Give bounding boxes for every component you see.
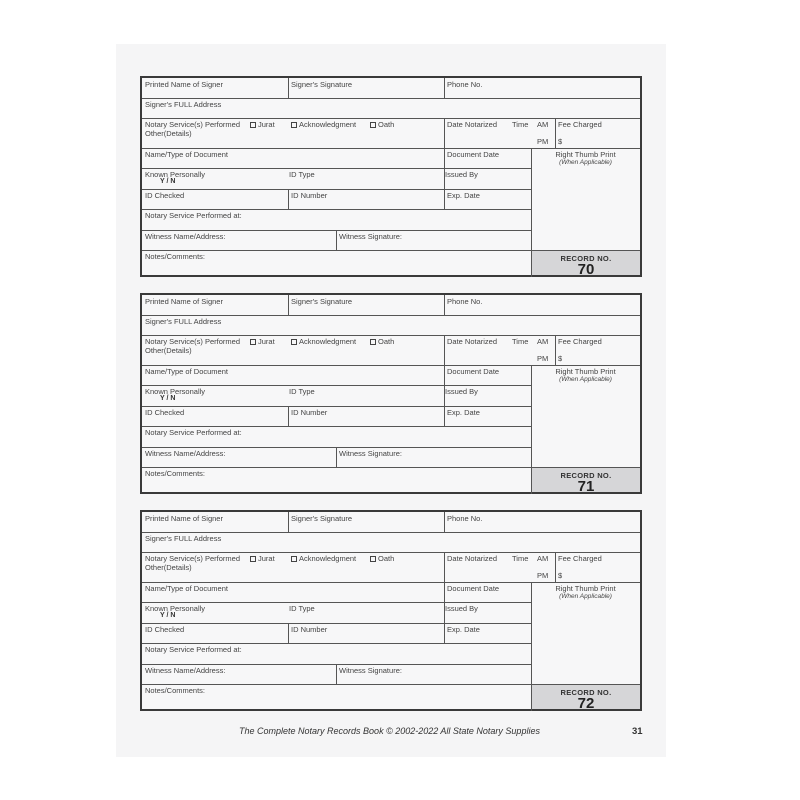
witness-signature-label: Witness Signature: xyxy=(339,666,402,675)
signature-label: Signer's Signature xyxy=(291,297,353,306)
known-personally-label: Known Personally xyxy=(145,387,206,396)
exp-date-label: Exp. Date xyxy=(447,408,480,417)
witness-signature-label: Witness Signature: xyxy=(339,449,402,458)
notes-label: Notes/Comments: xyxy=(145,686,206,695)
thumb-note: (When Applicable) xyxy=(559,593,612,600)
document-name-field[interactable] xyxy=(142,148,444,168)
performed-at-label: Notary Service Performed at: xyxy=(145,645,242,654)
witness-signature-field[interactable] xyxy=(336,664,531,684)
services-label: Notary Service(s) Performed xyxy=(145,337,241,346)
signature-label: Signer's Signature xyxy=(291,514,353,523)
pm-option[interactable]: PM xyxy=(537,571,549,580)
record-label: RECORD NO. xyxy=(560,471,612,480)
document-name-label: Name/Type of Document xyxy=(145,584,228,593)
checkbox-icon xyxy=(291,122,297,128)
id-number-label: ID Number xyxy=(291,408,328,417)
notes-field[interactable] xyxy=(142,467,531,494)
oath-label: Oath xyxy=(378,554,395,563)
checkbox-icon xyxy=(370,556,376,562)
document-date-label: Document Date xyxy=(447,150,500,159)
id-checked-label: ID Checked xyxy=(145,625,185,634)
id-type-label: ID Type xyxy=(289,170,315,179)
yes-no-option[interactable]: Y / N xyxy=(160,612,176,619)
witness-name-label: Witness Name/Address: xyxy=(145,232,226,241)
date-notarized-field[interactable] xyxy=(444,552,555,582)
am-option[interactable]: AM xyxy=(537,337,549,346)
jurat-label: Jurat xyxy=(258,337,275,346)
printed-name-label: Printed Name of Signer xyxy=(145,80,223,89)
document-date-field[interactable] xyxy=(444,365,531,385)
phone-label: Phone No. xyxy=(447,514,483,523)
exp-date-field[interactable] xyxy=(444,189,531,209)
issued-by-field[interactable] xyxy=(442,385,531,406)
time-label: Time xyxy=(512,337,529,346)
notes-field[interactable] xyxy=(142,250,531,277)
known-personally-label: Known Personally xyxy=(145,170,206,179)
record-number: 71 xyxy=(577,478,595,495)
witness-signature-field[interactable] xyxy=(336,230,531,250)
fee-label: Fee Charged xyxy=(558,337,602,346)
full-address-field[interactable] xyxy=(142,315,640,335)
footer-title: The Complete Notary Records Book © 2002-2022 All State Notary Supplies xyxy=(239,726,540,736)
services-field[interactable] xyxy=(142,552,444,582)
checkbox-icon xyxy=(370,122,376,128)
witness-name-field[interactable] xyxy=(142,230,336,250)
oath-label: Oath xyxy=(378,120,395,129)
phone-field[interactable] xyxy=(444,512,640,532)
other-details-label: Other(Details) xyxy=(145,346,192,355)
record-number: 72 xyxy=(577,695,595,712)
yes-no-option[interactable]: Y / N xyxy=(160,178,176,185)
id-type-label: ID Type xyxy=(289,604,315,613)
acknowledgment-label: Acknowledgment xyxy=(299,120,357,129)
dollar-sign: $ xyxy=(558,137,563,146)
known-personally-field[interactable] xyxy=(142,168,288,189)
witness-signature-field[interactable] xyxy=(336,447,531,467)
witness-name-label: Witness Name/Address: xyxy=(145,666,226,675)
thumb-note: (When Applicable) xyxy=(559,376,612,383)
full-address-label: Signer's FULL Address xyxy=(145,100,222,109)
performed-at-field[interactable] xyxy=(142,426,531,447)
performed-at-field[interactable] xyxy=(142,209,531,230)
performed-at-label: Notary Service Performed at: xyxy=(145,428,242,437)
signature-field[interactable] xyxy=(288,512,444,532)
notary-record-72 xyxy=(140,510,642,711)
time-label: Time xyxy=(512,554,529,563)
id-number-field[interactable] xyxy=(288,406,444,426)
id-checked-label: ID Checked xyxy=(145,191,185,200)
phone-field[interactable] xyxy=(444,295,640,315)
dollar-sign: $ xyxy=(558,571,563,580)
record-number-box xyxy=(532,251,640,278)
performed-at-label: Notary Service Performed at: xyxy=(145,211,242,220)
other-details-label: Other(Details) xyxy=(145,563,192,572)
thumb-print-label: Right Thumb Print xyxy=(555,367,616,376)
id-checked-field[interactable] xyxy=(142,406,288,426)
known-personally-field[interactable] xyxy=(142,602,288,623)
signature-field[interactable] xyxy=(288,78,444,98)
services-field[interactable] xyxy=(142,118,444,148)
thumb-print-area[interactable] xyxy=(531,584,640,600)
exp-date-label: Exp. Date xyxy=(447,191,480,200)
id-type-field[interactable] xyxy=(286,602,444,623)
document-date-field[interactable] xyxy=(444,582,531,602)
oath-checkbox[interactable] xyxy=(370,337,394,346)
date-notarized-label: Date Notarized xyxy=(447,337,498,346)
thumb-print-label: Right Thumb Print xyxy=(555,584,616,593)
id-number-label: ID Number xyxy=(291,191,328,200)
performed-at-field[interactable] xyxy=(142,643,531,664)
thumb-print-label: Right Thumb Print xyxy=(555,150,616,159)
page-number: 31 xyxy=(632,726,643,737)
acknowledgment-label: Acknowledgment xyxy=(299,337,357,346)
full-address-field[interactable] xyxy=(142,98,640,118)
witness-name-label: Witness Name/Address: xyxy=(145,449,226,458)
services-label: Notary Service(s) Performed xyxy=(145,554,241,563)
pm-option[interactable]: PM xyxy=(537,137,549,146)
acknowledgment-checkbox[interactable] xyxy=(291,120,356,129)
exp-date-label: Exp. Date xyxy=(447,625,480,634)
oath-checkbox[interactable] xyxy=(370,554,394,563)
document-name-field[interactable] xyxy=(142,582,444,602)
id-number-label: ID Number xyxy=(291,625,328,634)
fee-field[interactable] xyxy=(555,118,640,148)
issued-by-label: Issued By xyxy=(445,387,478,396)
known-personally-label: Known Personally xyxy=(145,604,206,613)
notary-record-70 xyxy=(140,76,642,277)
checkbox-icon xyxy=(250,122,256,128)
id-number-field[interactable] xyxy=(288,623,444,643)
dollar-sign: $ xyxy=(558,354,563,363)
thumb-print-area[interactable] xyxy=(531,150,640,166)
document-name-field[interactable] xyxy=(142,365,444,385)
oath-label: Oath xyxy=(378,337,395,346)
full-address-label: Signer's FULL Address xyxy=(145,534,222,543)
am-option[interactable]: AM xyxy=(537,554,549,563)
record-number: 70 xyxy=(577,261,595,278)
notary-record-71 xyxy=(140,293,642,494)
printed-name-field[interactable] xyxy=(142,295,288,315)
notes-label: Notes/Comments: xyxy=(145,469,206,478)
issued-by-label: Issued By xyxy=(445,604,478,613)
fee-field[interactable] xyxy=(555,335,640,365)
printed-name-label: Printed Name of Signer xyxy=(145,514,223,523)
jurat-label: Jurat xyxy=(258,120,275,129)
exp-date-field[interactable] xyxy=(444,623,531,643)
fee-label: Fee Charged xyxy=(558,120,602,129)
fee-field[interactable] xyxy=(555,552,640,582)
full-address-field[interactable] xyxy=(142,532,640,552)
checkbox-icon xyxy=(250,339,256,345)
checkbox-icon xyxy=(291,556,297,562)
time-label: Time xyxy=(512,120,529,129)
known-personally-field[interactable] xyxy=(142,385,288,406)
id-number-field[interactable] xyxy=(288,189,444,209)
acknowledgment-checkbox[interactable] xyxy=(291,337,356,346)
printed-name-label: Printed Name of Signer xyxy=(145,297,223,306)
jurat-checkbox[interactable] xyxy=(250,554,275,563)
pm-option[interactable]: PM xyxy=(537,354,549,363)
checkbox-icon xyxy=(291,339,297,345)
fee-label: Fee Charged xyxy=(558,554,602,563)
printed-name-field[interactable] xyxy=(142,512,288,532)
id-type-label: ID Type xyxy=(289,387,315,396)
services-field[interactable] xyxy=(142,335,444,365)
id-type-field[interactable] xyxy=(286,385,444,406)
record-number-box xyxy=(532,468,640,495)
witness-name-field[interactable] xyxy=(142,664,336,684)
document-name-label: Name/Type of Document xyxy=(145,150,228,159)
thumb-print-area[interactable] xyxy=(531,367,640,383)
am-option[interactable]: AM xyxy=(537,120,549,129)
jurat-checkbox[interactable] xyxy=(250,337,275,346)
yes-no-option[interactable]: Y / N xyxy=(160,395,176,402)
document-name-label: Name/Type of Document xyxy=(145,367,228,376)
phone-label: Phone No. xyxy=(447,297,483,306)
notes-label: Notes/Comments: xyxy=(145,252,206,261)
record-label: RECORD NO. xyxy=(560,254,612,263)
date-notarized-label: Date Notarized xyxy=(447,120,498,129)
issued-by-field[interactable] xyxy=(442,602,531,623)
date-notarized-field[interactable] xyxy=(444,335,555,365)
signature-field[interactable] xyxy=(288,295,444,315)
notes-field[interactable] xyxy=(142,684,531,711)
oath-checkbox[interactable] xyxy=(370,120,394,129)
thumb-note: (When Applicable) xyxy=(559,159,612,166)
record-number-box xyxy=(532,685,640,712)
id-checked-field[interactable] xyxy=(142,623,288,643)
id-type-field[interactable] xyxy=(286,168,444,189)
id-checked-field[interactable] xyxy=(142,189,288,209)
witness-signature-label: Witness Signature: xyxy=(339,232,402,241)
jurat-label: Jurat xyxy=(258,554,275,563)
acknowledgment-label: Acknowledgment xyxy=(299,554,357,563)
other-details-label: Other(Details) xyxy=(145,129,192,138)
signature-label: Signer's Signature xyxy=(291,80,353,89)
exp-date-field[interactable] xyxy=(444,406,531,426)
id-checked-label: ID Checked xyxy=(145,408,185,417)
services-label: Notary Service(s) Performed xyxy=(145,120,241,129)
document-date-label: Document Date xyxy=(447,584,500,593)
phone-field[interactable] xyxy=(444,78,640,98)
acknowledgment-checkbox[interactable] xyxy=(291,554,356,563)
jurat-checkbox[interactable] xyxy=(250,120,275,129)
witness-name-field[interactable] xyxy=(142,447,336,467)
document-date-label: Document Date xyxy=(447,367,500,376)
full-address-label: Signer's FULL Address xyxy=(145,317,222,326)
date-notarized-label: Date Notarized xyxy=(447,554,498,563)
record-label: RECORD NO. xyxy=(560,688,612,697)
printed-name-field[interactable] xyxy=(142,78,288,98)
date-notarized-field[interactable] xyxy=(444,118,555,148)
checkbox-icon xyxy=(250,556,256,562)
document-date-field[interactable] xyxy=(444,148,531,168)
issued-by-field[interactable] xyxy=(442,168,531,189)
phone-label: Phone No. xyxy=(447,80,483,89)
checkbox-icon xyxy=(370,339,376,345)
issued-by-label: Issued By xyxy=(445,170,478,179)
